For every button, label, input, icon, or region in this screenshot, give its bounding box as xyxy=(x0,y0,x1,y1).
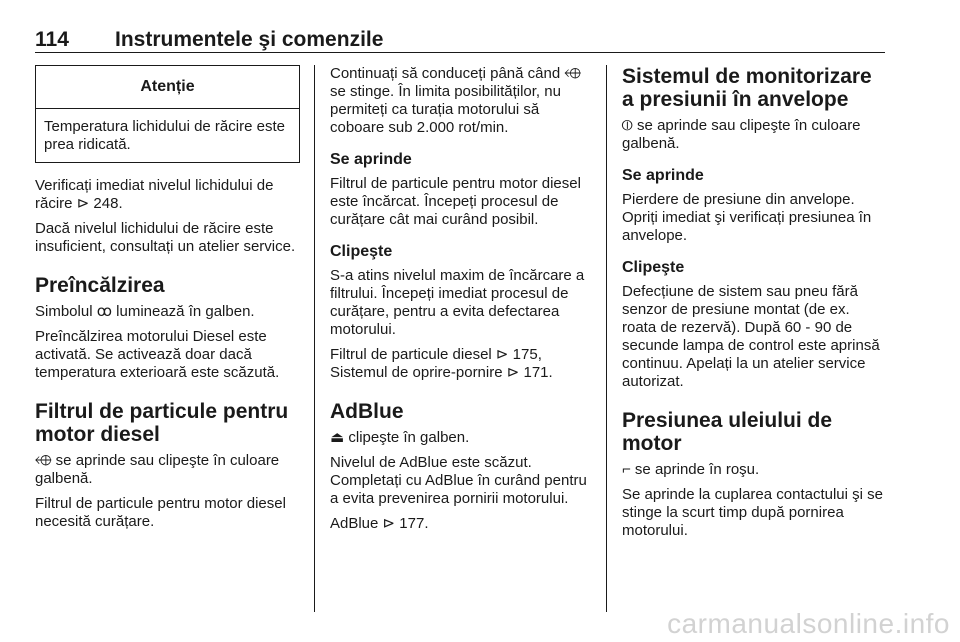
tpms-symbol-paragraph: ⦶ se aprinde sau clipeşte în culoare galbenă. xyxy=(622,117,861,152)
watermark: carmanualsonline.info xyxy=(667,608,950,639)
adblue-icon: ⏏ xyxy=(330,429,345,446)
tpms-flashes-paragraph: Defecțiune de sistem sau pneu fără senzor de presiune montat (de ex. roata de rezervă). După 60 - 90 de secunde lampa de control este aprinsă continuu. Apelați la un atelier service autorizat. xyxy=(622,283,880,390)
dpf-references-paragraph: Filtrul de particule diesel ⊳ 175, Sistemul de oprire-pornire ⊳ 171. xyxy=(330,346,553,381)
page-ref[interactable]: 175, xyxy=(508,346,542,363)
preheat-symbol-paragraph: Simbolul ꝏ luminează în galben. xyxy=(35,303,255,320)
oil-description-paragraph: Se aprinde la cuplarea contactului şi se stinge la scurt timp după pornirea motorului. xyxy=(622,486,883,539)
section-heading-tpms: Sistemul de monitorizare a presiunii în anvelope xyxy=(622,65,872,111)
section-heading-preheat: Preîncălzirea xyxy=(35,274,165,297)
page-ref-arrow-icon: ⊳ xyxy=(76,195,90,212)
warning-title: Atenție xyxy=(36,66,299,109)
dpf-lights-paragraph: Filtrul de particule pentru motor diesel este încărcat. Începeți procesul de curățare cât mai curând posibil. xyxy=(330,175,581,228)
page-ref-arrow-icon: ⊳ xyxy=(382,515,396,532)
diesel-particulate-filter-icon: ⬲ xyxy=(564,65,581,82)
subheading-flashes: Clipeşte xyxy=(622,259,685,276)
page-header xyxy=(35,28,885,53)
dpf-cleaning-paragraph: Filtrul de particule pentru motor diesel necesită curățare. xyxy=(35,495,286,530)
subheading-lights: Se aprinde xyxy=(622,167,704,184)
column-2 xyxy=(330,65,595,540)
column-3 xyxy=(622,65,886,547)
section-heading-oil-pressure: Presiunea uleiului de motor xyxy=(622,409,833,455)
dpf-flashes-paragraph: S-a atins nivelul maxim de încărcare a filtrului. Începeți imediat procesul de curățare, pentru a evita defectarea motorului. xyxy=(330,267,585,338)
oil-symbol-paragraph: ⌐ se aprinde în roşu. xyxy=(622,461,760,478)
page-ref[interactable]: 248. xyxy=(89,195,123,212)
dpf-symbol-paragraph: ⬲ se aprinde sau clipeşte în culoare galbenă. xyxy=(35,452,280,487)
coolant-check-paragraph: Verificați imediat nivelul lichidului de răcire ⊳ 248. xyxy=(35,177,274,212)
page-number: 114 xyxy=(35,28,69,51)
tire-pressure-icon: ⦶ xyxy=(622,117,633,134)
adblue-reference-paragraph: AdBlue ⊳ 177. xyxy=(330,515,429,532)
oil-can-icon: ⌐ xyxy=(622,461,631,478)
page-ref[interactable]: 171. xyxy=(519,364,553,381)
diesel-particulate-filter-icon: ⬲ xyxy=(35,452,52,469)
page-ref-arrow-icon: ⊳ xyxy=(495,346,509,363)
warning-text: Temperatura lichidului de răcire este prea ridicată. xyxy=(44,118,285,153)
column-divider-2 xyxy=(606,65,607,612)
adblue-symbol-paragraph: ⏏ clipeşte în galben. xyxy=(330,429,470,446)
subheading-lights: Se aprinde xyxy=(330,151,412,168)
adblue-level-paragraph: Nivelul de AdBlue este scăzut. Completați cu AdBlue în curând pentru a evita prevenirea pornirii motorului. xyxy=(330,454,587,507)
subheading-flashes: Clipeşte xyxy=(330,243,393,260)
dpf-continue-paragraph: Continuați să conduceți până când ⬲ se stinge. În limita posibilităților, nu permiteți ca turația motorului să coboare sub 2.000 rot/min. xyxy=(330,65,581,136)
section-heading-adblue: AdBlue xyxy=(330,400,404,423)
page-title: Instrumentele şi comenzile xyxy=(115,28,384,51)
tpms-lights-paragraph: Pierdere de presiune din anvelope. Opriți imediat şi verificați presiunea în anvelope. xyxy=(622,191,872,244)
page-ref[interactable]: 177. xyxy=(395,515,429,532)
preheat-coil-icon: ꝏ xyxy=(96,303,112,320)
page-ref-arrow-icon: ⊳ xyxy=(506,364,520,381)
warning-box xyxy=(35,65,300,163)
column-1 xyxy=(35,65,300,538)
column-divider-1 xyxy=(314,65,315,612)
section-heading-dpf: Filtrul de particule pentru motor diesel xyxy=(35,400,289,446)
preheat-description-paragraph: Preîncălzirea motorului Diesel este activată. Se activează doar dacă temperatura exterioară este scăzută. xyxy=(35,328,280,381)
coolant-service-paragraph: Dacă nivelul lichidului de răcire este insuficient, consultați un atelier service. xyxy=(35,220,296,255)
